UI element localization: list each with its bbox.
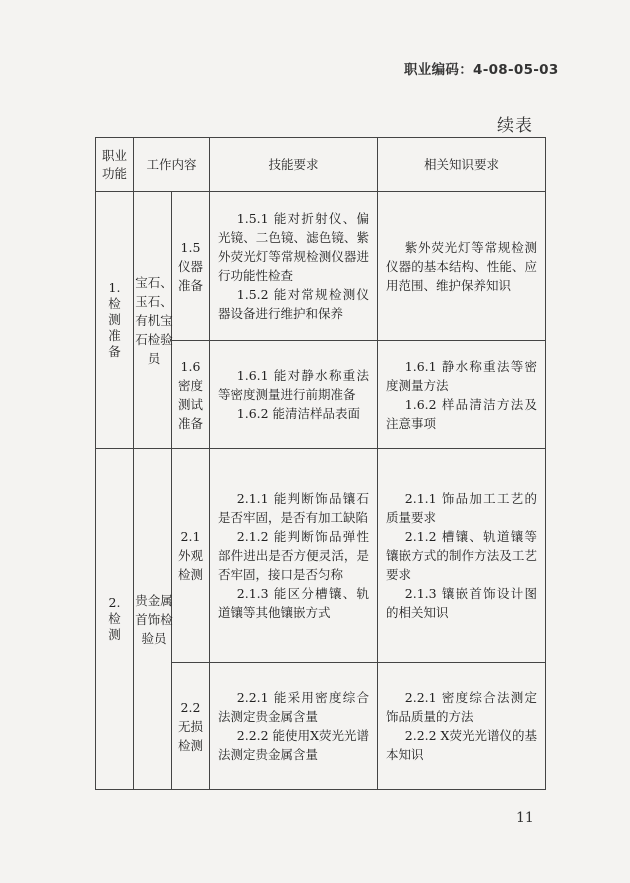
sub-cell: 2.2无损检测 <box>172 663 210 790</box>
knowledge-cell: 紫外荧光灯等常规检测仪器的基本结构、性能、应用范围、维护保养知识 <box>378 192 546 341</box>
skill-cell: 2.2.1 能采用密度综合法测定贵金属含量 2.2.2 能使用X荧光光谱法测定贵金属含量 <box>210 663 378 790</box>
header-knowledge: 相关知识要求 <box>378 138 546 192</box>
skills-table <box>95 137 546 790</box>
sub-cell: 2.1外观检测 <box>172 449 210 663</box>
continued-table-label: 续表 <box>497 116 533 136</box>
table-row <box>96 192 546 341</box>
header-skill: 技能要求 <box>210 138 378 192</box>
work-cell: 贵金属首饰检验员 <box>134 449 172 790</box>
knowledge-cell: 2.1.1 饰品加工工艺的质量要求 2.1.2 槽镶、轨道镶等镶嵌方式的制作方法及工艺要求 2.1.3 镶嵌首饰设计图的相关知识 <box>378 449 546 663</box>
function-cell: 2.检测 <box>96 449 134 790</box>
knowledge-cell: 1.6.1 静水称重法等密度测量方法 1.6.2 样品清洁方法及注意事项 <box>378 341 546 449</box>
page-number: 11 <box>516 810 534 826</box>
knowledge-cell: 2.2.1 密度综合法测定饰品质量的方法 2.2.2 X荧光光谱仪的基本知识 <box>378 663 546 790</box>
function-cell: 1.检测准备 <box>96 192 134 449</box>
work-cell: 宝石、玉石、有机宝石检验员 <box>134 192 172 449</box>
skill-cell: 1.5.1 能对折射仪、偏光镜、二色镜、滤色镜、紫外荧光灯等常规检测仪器进行功能性检查 1.5.2 能对常规检测仪器设备进行维护和保养 <box>210 192 378 341</box>
table-row <box>96 449 546 663</box>
header-work: 工作内容 <box>134 138 210 192</box>
header-row <box>96 138 546 192</box>
skill-cell: 2.1.1 能判断饰品镶石是否牢固，是否有加工缺陷 2.1.2 能判断饰品弹性部件进出是否方便灵活，是否牢固，接口是否匀称 2.1.3 能区分槽镶、轨道镶等其他镶嵌方式 <box>210 449 378 663</box>
occupation-code: 职业编码：4-08-05-03 <box>404 62 559 78</box>
header-function: 职业功能 <box>96 138 134 192</box>
sub-cell: 1.5仪器准备 <box>172 192 210 341</box>
skill-cell: 1.6.1 能对静水称重法等密度测量进行前期准备 1.6.2 能清洁样品表面 <box>210 341 378 449</box>
sub-cell: 1.6密度测试准备 <box>172 341 210 449</box>
